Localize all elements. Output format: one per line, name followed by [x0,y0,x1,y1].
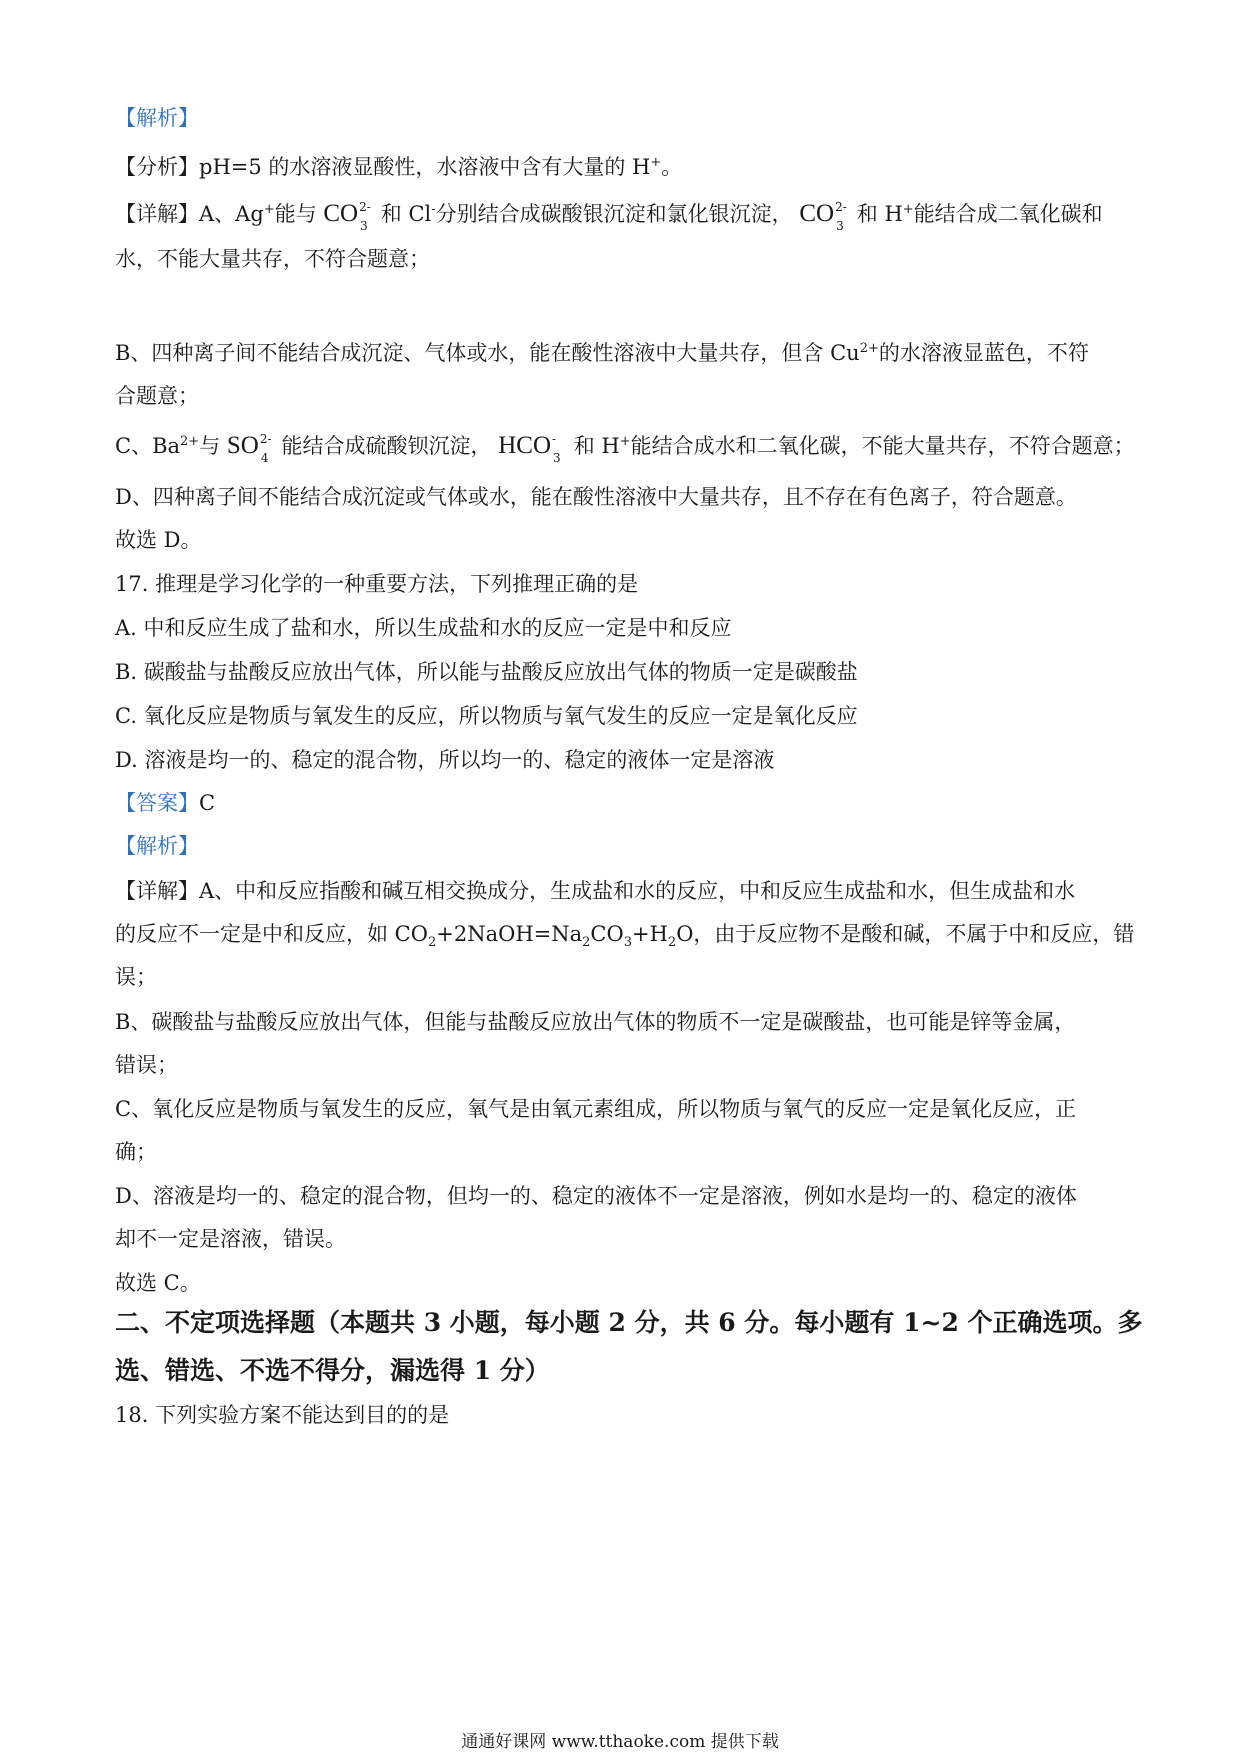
option-c: C. 氧化反应是物质与氧发生的反应，所以物质与氧气发生的反应一定是氧化反应 [115,704,858,728]
section-heading: 二、不定项选择题（本题共 3 小题，每小题 2 分，共 6 分。每小题有 1~2 个正确选项。多 [115,1308,1143,1337]
detail-a-line-2: 水，不能大量共存，不符合题意； [115,247,430,271]
detail-c-line: C、$Ba^{2+}$与 SO 2- 4 能结合成硫酸钡沉淀， HCO - 3 和 H+能结合成水和二氧化碳，不能大量共存，不符合题意； [115,432,1135,465]
answer-tag: 【答案】 [115,791,199,815]
question-17: 17. 推理是学习化学的一种重要方法，下列推理正确的是 [115,572,639,596]
footer-credit: 通通好课网 www.tthaoke.com 提供下载 [461,1732,779,1752]
question-18: 18. 下列实验方案不能达到目的的是 [115,1403,450,1427]
detail-17-b-2: 错误； [115,1053,178,1077]
detail-a-line: 【详解】A、Ag+能与 CO 2- 3 和 Cl-分别结合成碳酸银沉淀和氯化银沉淀， CO 2- 3 和 H+能结合成二氧化碳和 [115,200,1103,233]
option-d: D. 溶液是均一的、稳定的混合物，所以均一的、稳定的液体一定是溶液 [115,748,775,772]
analysis-tag: 【解析】 [115,106,199,130]
detail-17-d-2: 却不一定是溶液，错误。 [115,1227,346,1251]
detail-17-c-2: 确； [115,1140,157,1164]
detail-17-d: D、溶液是均一的、稳定的混合物，但均一的、稳定的液体不一定是溶液，例如水是均一的、稳定的液体 [115,1184,1077,1208]
carbonate-ion: CO [323,200,359,227]
detail-17-a-2: 的反应不一定是中和反应，如 $CO_2+2NaOH=Na_2CO_3+H_2O$，由于反应物不是酸和碱，不属于中和反应，错 [115,922,1135,951]
option-a: A. 中和反应生成了盐和水，所以生成盐和水的反应一定是中和反应 [115,616,732,640]
answer-line: 【答案】C [115,791,216,815]
detail-17-c: C、氧化反应是物质与氧发生的反应，氧气是由氧元素组成，所以物质与氧气的反应一定是氧化反应，正 [115,1097,1077,1121]
analysis-line: 【分析】pH=5 的水溶液显酸性，水溶液中含有大量的 H+。 [115,155,683,179]
detail-b-line: B、四种离子间不能结合成沉淀、气体或水，能在酸性溶液中大量共存，但含 $Cu^{2+}$的水溶液显蓝色，不符 [115,341,1089,365]
option-b: B. 碳酸盐与盐酸反应放出气体，所以能与盐酸反应放出气体的物质一定是碳酸盐 [115,660,858,684]
section-heading-2: 选、错选、不选不得分，漏选得 1 分） [115,1356,550,1385]
bicarbonate-ion: HCO [498,432,552,459]
detail-17-a-3: 误； [115,965,157,989]
answer-conclusion-2: 故选 C。 [115,1271,201,1295]
carbonate-ion: CO [799,200,835,227]
detail-17-a: 【详解】A、中和反应指酸和碱互相交换成分，生成盐和水的反应，中和反应生成盐和水，但生成盐和水 [115,879,1076,903]
analysis-tag-2: 【解析】 [115,834,199,858]
detail-d-line: D、四种离子间不能结合成沉淀或气体或水，能在酸性溶液中大量共存，且不存在有色离子，符合题意。 [115,485,1077,509]
detail-17-b: B、碳酸盐与盐酸反应放出气体，但能与盐酸反应放出气体的物质不一定是碳酸盐，也可能是锌等金属， [115,1010,1076,1034]
detail-b-line-2: 合题意； [115,384,199,408]
answer-conclusion: 故选 D。 [115,528,202,552]
sulfate-ion: SO [226,432,259,459]
